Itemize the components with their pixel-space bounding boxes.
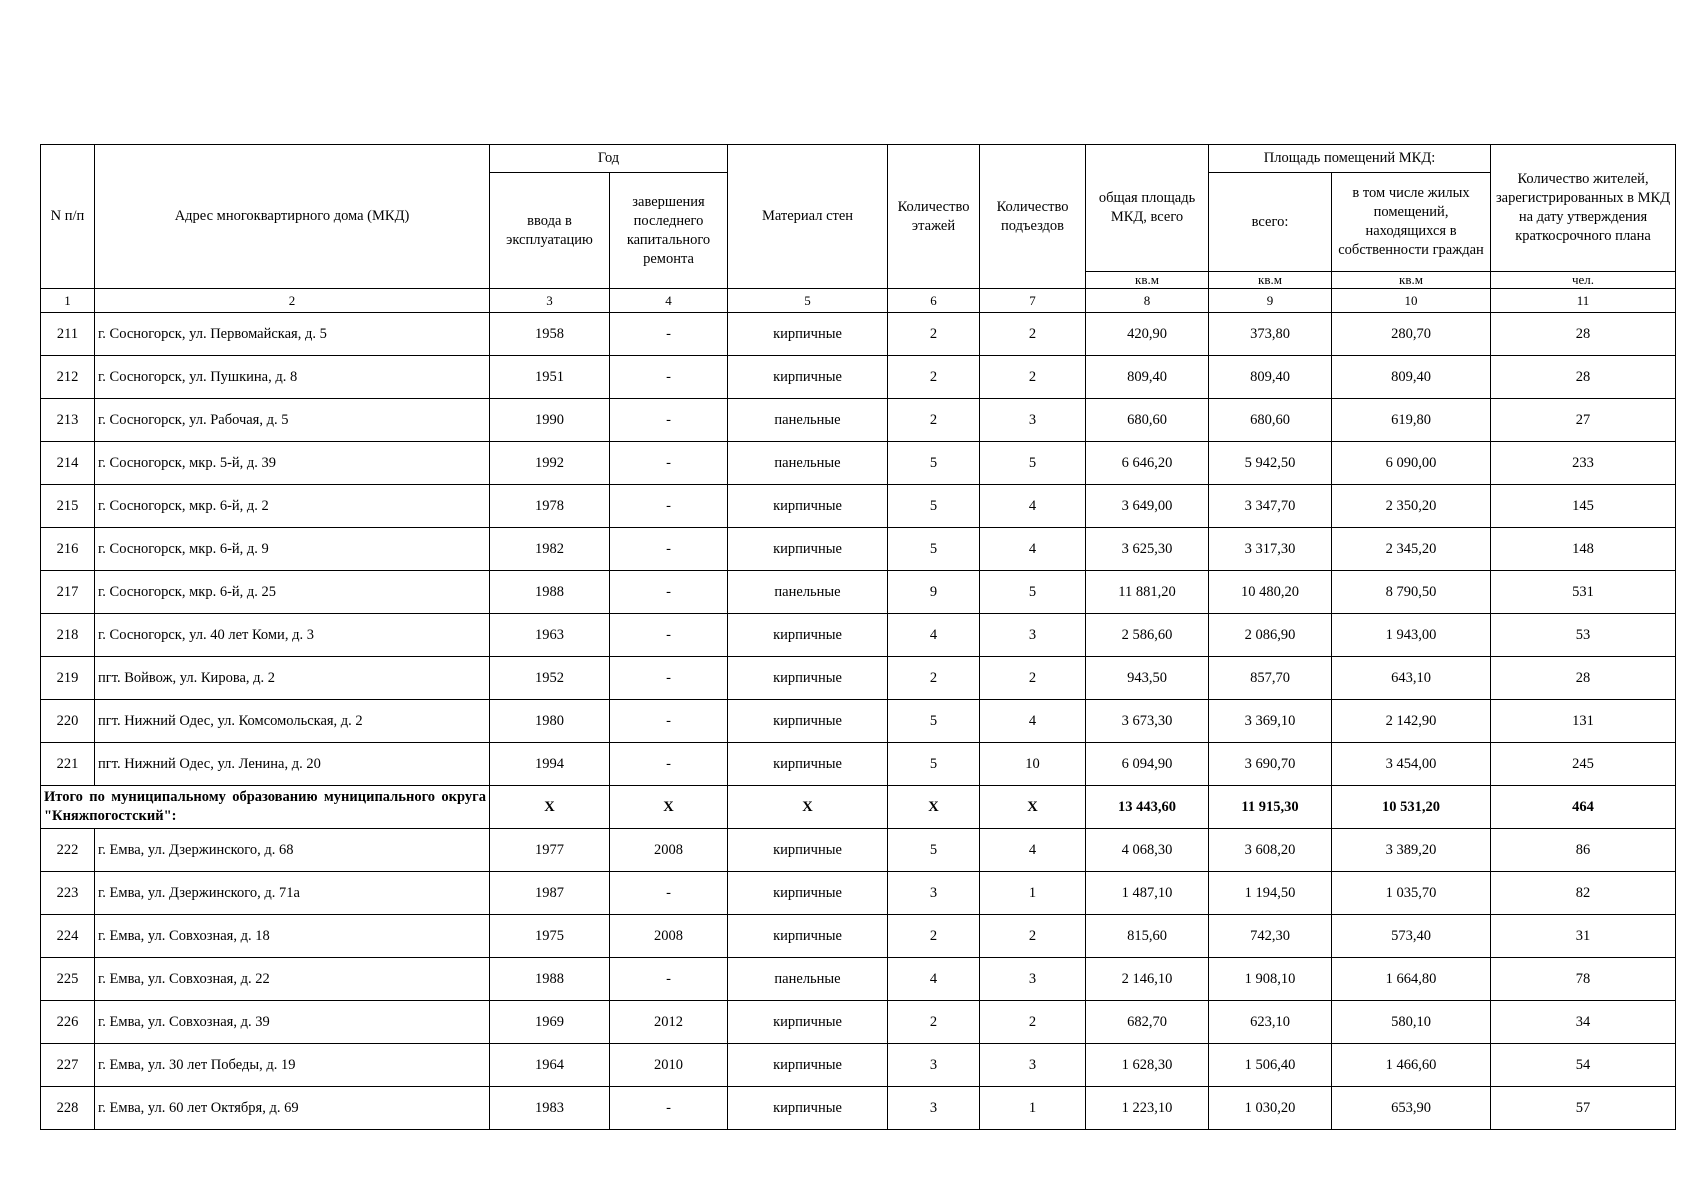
cell-total-area: 815,60 [1086,915,1209,958]
cell-entrances: 3 [980,399,1086,442]
column-number: 11 [1491,289,1676,313]
cell-walls: кирпичные [728,829,888,872]
cell-address: г. Емва, ул. Дзержинского, д. 71а [95,872,490,915]
cell-residential: 1 466,60 [1332,1044,1491,1087]
column-number: 6 [888,289,980,313]
cell-address: пгт. Нижний Одес, ул. Ленина, д. 20 [95,743,490,786]
header-floors: Количество этажей [888,145,980,289]
total-row [41,786,1676,829]
cell-num: 214 [41,442,95,485]
cell-walls: кирпичные [728,657,888,700]
unit-premises-residential: кв.м [1332,272,1491,289]
total-walls: X [728,786,888,829]
cell-residential: 643,10 [1332,657,1491,700]
cell-residents: 28 [1491,356,1676,399]
cell-total-area: 3 649,00 [1086,485,1209,528]
cell-residential: 8 790,50 [1332,571,1491,614]
cell-entrances: 2 [980,356,1086,399]
table-row [41,614,1676,657]
cell-address: г. Емва, ул. Совхозная, д. 18 [95,915,490,958]
cell-repair: - [610,657,728,700]
cell-premises: 3 608,20 [1209,829,1332,872]
cell-entrances: 3 [980,1044,1086,1087]
cell-num: 223 [41,872,95,915]
header-year-repair: завершения последнего капитального ремонта [610,173,728,289]
table-row [41,399,1676,442]
cell-repair: - [610,356,728,399]
cell-residents: 86 [1491,829,1676,872]
total-entrances: X [980,786,1086,829]
cell-residents: 531 [1491,571,1676,614]
unit-total-area: кв.м [1086,272,1209,289]
cell-walls: кирпичные [728,528,888,571]
cell-repair: - [610,1087,728,1130]
cell-address: г. Сосногорск, мкр. 6-й, д. 2 [95,485,490,528]
cell-address: г. Емва, ул. Дзержинского, д. 68 [95,829,490,872]
cell-floors: 2 [888,313,980,356]
cell-address: г. Сосногорск, ул. Рабочая, д. 5 [95,399,490,442]
total-residents-sum: 464 [1491,786,1676,829]
cell-residential: 1 664,80 [1332,958,1491,1001]
cell-year: 1969 [490,1001,610,1044]
cell-walls: кирпичные [728,313,888,356]
cell-residential: 1 035,70 [1332,872,1491,915]
cell-num: 222 [41,829,95,872]
total-floors: X [888,786,980,829]
cell-residents: 54 [1491,1044,1676,1087]
cell-total-area: 809,40 [1086,356,1209,399]
cell-num: 219 [41,657,95,700]
cell-residents: 131 [1491,700,1676,743]
table-row [41,1044,1676,1087]
cell-num: 220 [41,700,95,743]
cell-total-area: 1 487,10 [1086,872,1209,915]
cell-num: 217 [41,571,95,614]
cell-year: 1952 [490,657,610,700]
cell-floors: 5 [888,700,980,743]
cell-premises: 809,40 [1209,356,1332,399]
cell-residents: 53 [1491,614,1676,657]
cell-repair: - [610,571,728,614]
cell-entrances: 5 [980,442,1086,485]
cell-residents: 34 [1491,1001,1676,1044]
cell-address: г. Емва, ул. Совхозная, д. 22 [95,958,490,1001]
cell-address: г. Сосногорск, мкр. 6-й, д. 25 [95,571,490,614]
cell-entrances: 2 [980,313,1086,356]
cell-entrances: 4 [980,485,1086,528]
cell-year: 1951 [490,356,610,399]
cell-residents: 233 [1491,442,1676,485]
cell-floors: 2 [888,915,980,958]
cell-residents: 28 [1491,313,1676,356]
cell-residential: 3 389,20 [1332,829,1491,872]
cell-total-area: 4 068,30 [1086,829,1209,872]
housing-table [40,144,1676,1130]
cell-floors: 2 [888,1001,980,1044]
cell-premises: 742,30 [1209,915,1332,958]
cell-floors: 2 [888,399,980,442]
cell-repair: - [610,485,728,528]
cell-premises: 680,60 [1209,399,1332,442]
cell-repair: - [610,872,728,915]
cell-num: 221 [41,743,95,786]
table-row [41,915,1676,958]
header-premises-area: Площадь помещений МКД: [1209,145,1491,173]
cell-num: 225 [41,958,95,1001]
cell-premises: 857,70 [1209,657,1332,700]
cell-floors: 5 [888,485,980,528]
cell-num: 224 [41,915,95,958]
header-year-commission: ввода в эксплуатацию [490,173,610,289]
cell-premises: 1 908,10 [1209,958,1332,1001]
cell-residential: 1 943,00 [1332,614,1491,657]
cell-residential: 619,80 [1332,399,1491,442]
header-entrances: Количество подъездов [980,145,1086,289]
cell-walls: кирпичные [728,700,888,743]
cell-residential: 653,90 [1332,1087,1491,1130]
column-number: 3 [490,289,610,313]
column-number: 10 [1332,289,1491,313]
cell-residential: 580,10 [1332,1001,1491,1044]
cell-residents: 148 [1491,528,1676,571]
cell-repair: - [610,442,728,485]
cell-address: пгт. Нижний Одес, ул. Комсомольская, д. 2 [95,700,490,743]
cell-entrances: 4 [980,528,1086,571]
cell-year: 1963 [490,614,610,657]
table-row [41,829,1676,872]
table-row [41,743,1676,786]
cell-residents: 145 [1491,485,1676,528]
cell-entrances: 4 [980,829,1086,872]
cell-year: 1988 [490,958,610,1001]
cell-floors: 4 [888,614,980,657]
cell-floors: 5 [888,442,980,485]
cell-year: 1980 [490,700,610,743]
table-header [41,145,1676,313]
cell-floors: 2 [888,356,980,399]
total-year: X [490,786,610,829]
cell-year: 1987 [490,872,610,915]
cell-floors: 3 [888,872,980,915]
cell-total-area: 3 673,30 [1086,700,1209,743]
cell-entrances: 2 [980,657,1086,700]
cell-walls: кирпичные [728,872,888,915]
cell-floors: 9 [888,571,980,614]
table-row [41,442,1676,485]
table-row [41,657,1676,700]
total-group [41,786,1676,829]
cell-residential: 6 090,00 [1332,442,1491,485]
total-premises-sum: 11 915,30 [1209,786,1332,829]
table-row [41,313,1676,356]
unit-premises-total: кв.м [1209,272,1332,289]
cell-premises: 3 317,30 [1209,528,1332,571]
rows-group-a [41,313,1676,786]
cell-year: 1977 [490,829,610,872]
column-numbers-row [41,289,1676,313]
cell-address: г. Сосногорск, мкр. 6-й, д. 9 [95,528,490,571]
cell-residents: 78 [1491,958,1676,1001]
cell-num: 215 [41,485,95,528]
cell-year: 1958 [490,313,610,356]
cell-walls: кирпичные [728,915,888,958]
cell-repair: - [610,958,728,1001]
cell-total-area: 11 881,20 [1086,571,1209,614]
cell-residents: 31 [1491,915,1676,958]
cell-residents: 57 [1491,1087,1676,1130]
cell-total-area: 680,60 [1086,399,1209,442]
cell-floors: 2 [888,657,980,700]
cell-repair: - [610,614,728,657]
cell-walls: панельные [728,442,888,485]
cell-total-area: 682,70 [1086,1001,1209,1044]
cell-entrances: 3 [980,958,1086,1001]
cell-residents: 82 [1491,872,1676,915]
cell-premises: 10 480,20 [1209,571,1332,614]
cell-total-area: 2 146,10 [1086,958,1209,1001]
cell-floors: 5 [888,528,980,571]
table-row [41,356,1676,399]
table-row [41,1087,1676,1130]
cell-premises: 1 194,50 [1209,872,1332,915]
cell-residents: 28 [1491,657,1676,700]
cell-residential: 573,40 [1332,915,1491,958]
cell-walls: панельные [728,399,888,442]
cell-entrances: 1 [980,1087,1086,1130]
column-number: 5 [728,289,888,313]
cell-year: 1990 [490,399,610,442]
cell-year: 1964 [490,1044,610,1087]
cell-total-area: 3 625,30 [1086,528,1209,571]
cell-total-area: 943,50 [1086,657,1209,700]
cell-num: 227 [41,1044,95,1087]
cell-premises: 3 369,10 [1209,700,1332,743]
cell-floors: 5 [888,829,980,872]
cell-premises: 2 086,90 [1209,614,1332,657]
cell-walls: панельные [728,571,888,614]
cell-residential: 3 454,00 [1332,743,1491,786]
cell-premises: 623,10 [1209,1001,1332,1044]
cell-repair: - [610,399,728,442]
cell-floors: 4 [888,958,980,1001]
cell-premises: 1 030,20 [1209,1087,1332,1130]
cell-premises: 5 942,50 [1209,442,1332,485]
cell-walls: панельные [728,958,888,1001]
header-num: N п/п [41,145,95,289]
cell-num: 212 [41,356,95,399]
cell-walls: кирпичные [728,1087,888,1130]
table-row [41,528,1676,571]
cell-repair: - [610,700,728,743]
cell-premises: 373,80 [1209,313,1332,356]
cell-premises: 3 347,70 [1209,485,1332,528]
column-number: 8 [1086,289,1209,313]
cell-year: 1994 [490,743,610,786]
header-total-area: общая площадь МКД, всего [1086,145,1209,272]
cell-repair: 2008 [610,829,728,872]
header-address: Адрес многоквартирного дома (МКД) [95,145,490,289]
header-year: Год [490,145,728,173]
cell-residential: 2 345,20 [1332,528,1491,571]
cell-residential: 2 350,20 [1332,485,1491,528]
cell-premises: 1 506,40 [1209,1044,1332,1087]
cell-residential: 280,70 [1332,313,1491,356]
cell-address: г. Емва, ул. 60 лет Октября, д. 69 [95,1087,490,1130]
cell-address: г. Емва, ул. 30 лет Победы, д. 19 [95,1044,490,1087]
column-number: 7 [980,289,1086,313]
cell-address: г. Емва, ул. Совхозная, д. 39 [95,1001,490,1044]
header-walls: Материал стен [728,145,888,289]
cell-entrances: 1 [980,872,1086,915]
cell-residents: 245 [1491,743,1676,786]
cell-residential: 809,40 [1332,356,1491,399]
cell-year: 1978 [490,485,610,528]
cell-total-area: 420,90 [1086,313,1209,356]
unit-residents: чел. [1491,272,1676,289]
cell-num: 211 [41,313,95,356]
cell-entrances: 3 [980,614,1086,657]
cell-year: 1988 [490,571,610,614]
cell-entrances: 2 [980,1001,1086,1044]
cell-residents: 27 [1491,399,1676,442]
header-premises-residential: в том числе жилых помещений, находящихся в собственности граждан [1332,173,1491,272]
column-number: 2 [95,289,490,313]
cell-repair: - [610,528,728,571]
table-row [41,958,1676,1001]
cell-address: пгт. Войвож, ул. Кирова, д. 2 [95,657,490,700]
total-residential-sum: 10 531,20 [1332,786,1491,829]
table-row [41,872,1676,915]
cell-walls: кирпичные [728,1044,888,1087]
cell-repair: - [610,743,728,786]
cell-entrances: 10 [980,743,1086,786]
table-row [41,700,1676,743]
header-residents: Количество жителей, зарегистрированных в МКД на дату утверждения краткосрочного плана [1491,145,1676,272]
cell-num: 216 [41,528,95,571]
cell-repair: 2012 [610,1001,728,1044]
cell-year: 1975 [490,915,610,958]
total-area-sum: 13 443,60 [1086,786,1209,829]
total-repair: X [610,786,728,829]
column-number: 9 [1209,289,1332,313]
cell-address: г. Сосногорск, ул. Первомайская, д. 5 [95,313,490,356]
cell-num: 218 [41,614,95,657]
cell-address: г. Сосногорск, мкр. 5-й, д. 39 [95,442,490,485]
table-row [41,1001,1676,1044]
cell-walls: кирпичные [728,356,888,399]
cell-address: г. Сосногорск, ул. 40 лет Коми, д. 3 [95,614,490,657]
cell-entrances: 2 [980,915,1086,958]
cell-total-area: 6 094,90 [1086,743,1209,786]
column-number: 1 [41,289,95,313]
column-number: 4 [610,289,728,313]
cell-floors: 5 [888,743,980,786]
total-label: Итого по муниципальному образованию муниципального округа "Княжпогостский": [41,786,490,829]
cell-entrances: 5 [980,571,1086,614]
cell-walls: кирпичные [728,1001,888,1044]
cell-walls: кирпичные [728,614,888,657]
cell-repair: 2010 [610,1044,728,1087]
cell-floors: 3 [888,1087,980,1130]
cell-entrances: 4 [980,700,1086,743]
cell-year: 1982 [490,528,610,571]
cell-total-area: 6 646,20 [1086,442,1209,485]
rows-group-b [41,829,1676,1130]
cell-num: 228 [41,1087,95,1130]
cell-walls: кирпичные [728,743,888,786]
cell-residential: 2 142,90 [1332,700,1491,743]
cell-total-area: 1 223,10 [1086,1087,1209,1130]
cell-repair: 2008 [610,915,728,958]
cell-year: 1992 [490,442,610,485]
cell-floors: 3 [888,1044,980,1087]
table-row [41,571,1676,614]
cell-premises: 3 690,70 [1209,743,1332,786]
cell-num: 213 [41,399,95,442]
cell-walls: кирпичные [728,485,888,528]
cell-address: г. Сосногорск, ул. Пушкина, д. 8 [95,356,490,399]
table-row [41,485,1676,528]
cell-total-area: 1 628,30 [1086,1044,1209,1087]
cell-year: 1983 [490,1087,610,1130]
cell-total-area: 2 586,60 [1086,614,1209,657]
header-premises-total: всего: [1209,173,1332,272]
cell-repair: - [610,313,728,356]
cell-num: 226 [41,1001,95,1044]
